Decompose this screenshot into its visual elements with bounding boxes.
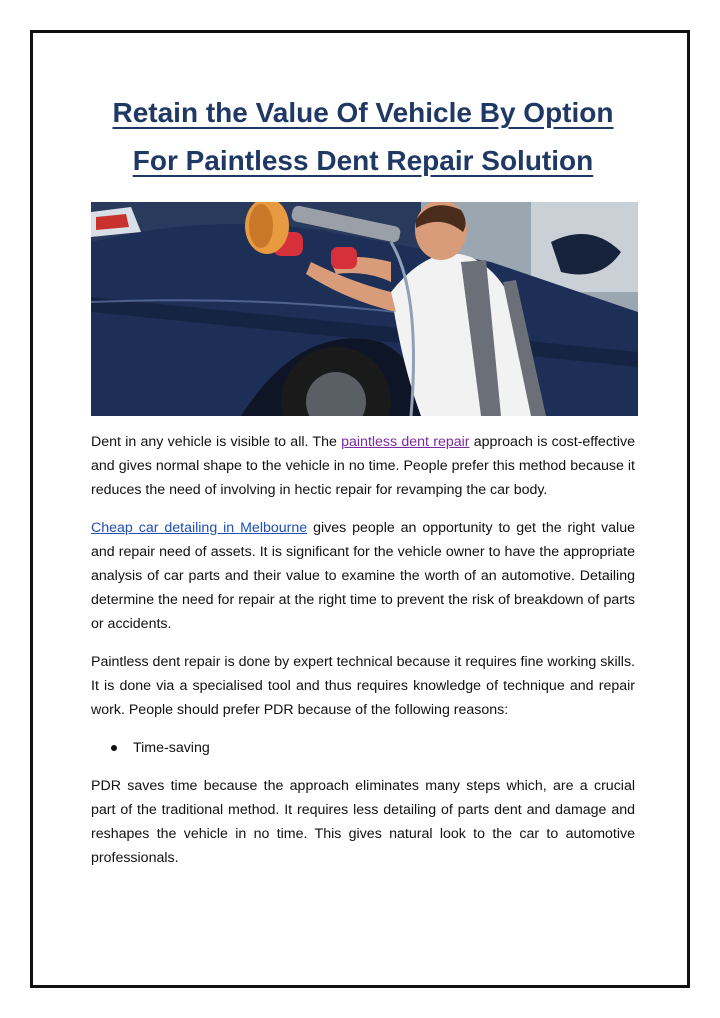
bullet-icon bbox=[111, 745, 117, 751]
paragraph-1-text-after: approach is cost-effective and gives normal shape to the vehicle in no time. People prefer this method because it reduces the need of involving in hectic repair for revamping the car body. bbox=[91, 434, 635, 498]
paragraph-1-text-before: Dent in any vehicle is visible to all. The bbox=[91, 434, 342, 450]
paragraph-4: PDR saves time because the approach eliminates many steps which, are a crucial part of the traditional method. It requires less detailing of parts dent and damage and reshapes the vehicle in no time. This gives natural look to the car to automotive professionals. bbox=[91, 778, 635, 866]
car-polishing-illustration bbox=[91, 202, 638, 416]
title-line-1: Retain the Value Of Vehicle By Option bbox=[112, 97, 614, 128]
paragraph-2-text-after: gives people an opportunity to get the right value and repair need of assets. It is significant for the vehicle owner to have the appropriate analysis of car parts and their value to examine the worth of an automotive. Detailing determine the need for repair at the right time to prevent the risk of breakdown of parts or accidents. bbox=[91, 520, 635, 632]
document-content bbox=[91, 33, 635, 870]
paragraph-2 bbox=[91, 516, 635, 636]
list-item bbox=[91, 736, 635, 760]
paragraph-3: Paintless dent repair is done by expert technical because it requires fine working skills. It is done via a specialised tool and thus requires knowledge of technique and repair work. People should prefer PDR because of the following reasons: bbox=[91, 654, 635, 718]
paintless-dent-repair-link[interactable]: paintless dent repair bbox=[341, 434, 470, 450]
list-item-label: Time-saving bbox=[133, 740, 210, 756]
title-line-2: For Paintless Dent Repair Solution bbox=[132, 145, 594, 176]
reasons-list bbox=[91, 736, 635, 760]
cheap-car-detailing-link[interactable]: Cheap car detailing in Melbourne bbox=[91, 520, 308, 536]
page-frame bbox=[30, 30, 690, 988]
paragraph-1 bbox=[91, 430, 635, 502]
page-title bbox=[91, 89, 635, 185]
hero-image bbox=[91, 202, 638, 416]
